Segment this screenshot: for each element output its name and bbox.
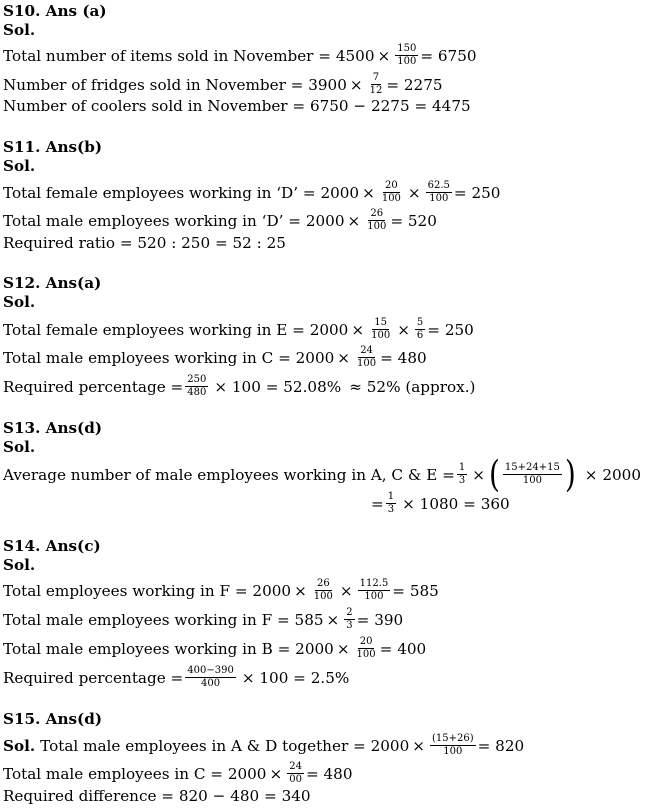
s14-heading: S14. Ans(c) [3,537,101,555]
s14-sol: Sol. [3,556,36,574]
fraction: $\frac{1}{3}$ [387,491,395,515]
s12-line-1: Total female employees working in E = 2000 × $\frac{15}{100}$ × $\frac{5}{6}$ = 250 [3,317,474,341]
s15-line-3: Required difference = 820 − 480 = 340 [3,787,311,805]
s14-line-2: Total male employees working in F = 585 × $\frac{2}{3}$ = 390 [3,607,404,631]
fraction: $\frac{26}{100}$ [313,578,333,602]
s10-line-1: Total number of items sold in November = 4500 × $\frac{150}{100}$ = 6750 [3,43,477,67]
fraction: $\frac{400-390}{400}$ [187,665,234,689]
s11-heading: S11. Ans(b) [3,138,103,156]
fraction: $\frac{2}{3}$ [346,607,353,631]
s11-line-2: Total male employees working in ‘D’ = 2000 × $\frac{26}{100}$ = 520 [3,208,437,232]
fraction: $\frac{5}{6}$ [416,317,424,341]
s12-line-2: Total male employees working in C = 2000 × $\frac{24}{100}$ = 480 [3,345,427,369]
s15-line-2: Total male employees in C = 2000 × $\frac{24}{00}$ = 480 [3,761,353,785]
fraction: $\frac{112.5}{100}$ [359,578,389,602]
s13-heading: S13. Ans(d) [3,419,103,437]
fraction: $\frac{150}{100}$ [397,43,417,67]
s12-heading: S12. Ans(a) [3,274,102,292]
fraction: $\frac{250}{480}$ [187,374,207,398]
s11-line-1: Total female employees working in ‘D’ = 2000 × $\frac{20}{100}$ × $\frac{62.5}{100}$ = 250 [3,180,501,204]
s12-sol: Sol. [3,293,36,311]
left-paren-icon: ( [488,452,500,496]
fraction: $\frac{26}{100}$ [367,208,387,232]
fraction: $\frac{24}{00}$ [289,761,302,785]
fraction: $\frac{62.5}{100}$ [427,180,450,204]
fraction: $\frac{20}{100}$ [356,636,376,660]
s10-line-3: Number of coolers sold in November = 6750 − 2275 = 4475 [3,97,471,115]
s14-line-4: Required percentage = $\frac{400-390}{400}$ × 100 = 2.5% [3,665,350,689]
s13-line-2: = $\frac{1}{3}$ × 1080 = 360 [371,491,510,515]
s15-heading: S15. Ans(d) [3,710,103,728]
s10-line-2: Number of fridges sold in November = 3900 × $\frac{7}{12}$ = 2275 [3,72,443,96]
fraction: $\frac{15+24+15}{100}$ [504,462,560,486]
s11-line-3: Required ratio = 520 : 250 = 52 : 25 [3,234,286,252]
right-paren-icon: ) [564,452,576,496]
s14-line-1: Total employees working in F = 2000 × $\frac{26}{100}$ × $\frac{112.5}{100}$ = 585 [3,578,439,602]
s10-heading: S10. Ans (a) [3,2,107,20]
s13-sol: Sol. [3,438,36,456]
fraction: $\frac{24}{100}$ [357,345,377,369]
fraction: $\frac{(15+26)}{100}$ [431,733,474,757]
fraction: $\frac{15}{100}$ [371,317,391,341]
fraction: $\frac{20}{100}$ [381,180,401,204]
s11-sol: Sol. [3,157,36,175]
fraction: $\frac{7}{12}$ [369,72,383,96]
s13-line-1: Average number of male employees working in A, C & E = $\frac{1}{3}$ × ( $\frac{15+24+15}{100}$ ) × 2000 [3,452,642,496]
s15-line-1: Sol. Total male employees in A & D together = 2000 × $\frac{(15+26)}{100}$ = 820 [3,733,525,757]
s10-sol: Sol. [3,21,36,39]
s14-line-3: Total male employees working in B = 2000 × $\frac{20}{100}$ = 400 [3,636,427,660]
fraction: $\frac{1}{3}$ [458,462,466,486]
s12-line-3: Required percentage = $\frac{250}{480}$ × 100 = 52.08% ≈ 52% (approx.) [3,374,476,398]
